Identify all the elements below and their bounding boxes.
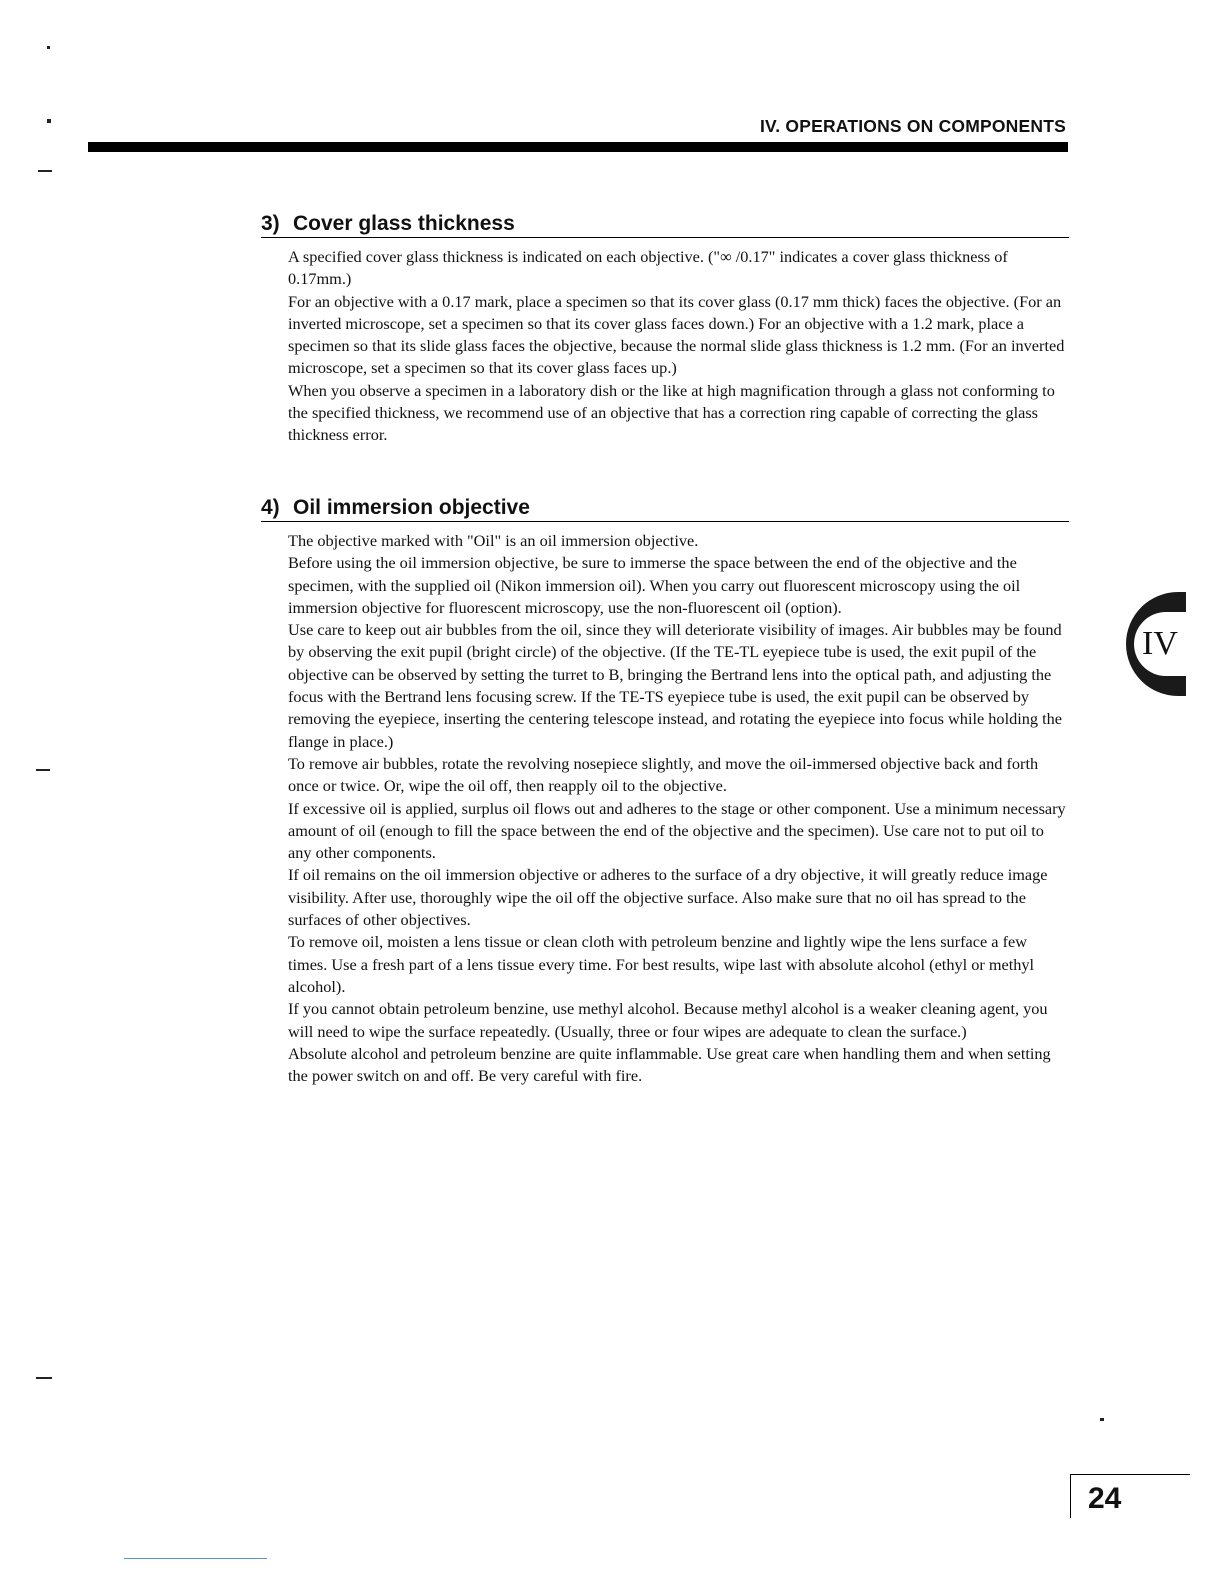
paragraph: Absolute alcohol and petroleum benzine are quite inflammable. Use great care when handling them and when setting the power switch on and off. Be very careful with fire. — [288, 1043, 1051, 1086]
page-number-rule-vertical — [1070, 1474, 1071, 1518]
paragraph: Before using the oil immersion objective, be sure to immerse the space between the end of the objective and the specimen, with the supplied oil (Nikon immersion oil). When you carry out fluorescent microscopy using the oil immersion objective for fluorescent microscopy, use the non-fluorescent oil (option). — [288, 553, 1021, 617]
section-heading — [261, 211, 1069, 238]
section-cover-glass — [261, 211, 1069, 447]
paragraph: A specified cover glass thickness is indicated on each objective. ("∞ /0.17" indicates a cover glass thickness of 0.17mm.) — [288, 247, 1008, 289]
scan-artifact-line — [124, 1558, 267, 1559]
chapter-tab-label: IV — [1134, 612, 1186, 676]
page-number: 24 — [1088, 1482, 1122, 1515]
section-heading — [261, 495, 1069, 522]
paragraph: If oil remains on the oil immersion objective or adheres to the surface of a dry objective, it will greatly reduce image visibility. After use, thoroughly wipe the oil off the objective surface. Also make sure that no oil has spread to the surfaces of other objectives. — [288, 865, 1048, 930]
paragraph: The objective marked with "Oil" is an oil immersion objective. — [288, 531, 699, 550]
scan-speck — [47, 119, 51, 123]
scan-speck — [38, 170, 52, 172]
paragraph: When you observe a specimen in a laboratory dish or the like at high magnification through a glass not conforming to the specified thickness, we recommend use of an objective that has a correction ring capable of correcting the glass thickness error. — [288, 380, 1055, 445]
paragraph: If you cannot obtain petroleum benzine, use methyl alcohol. Because methyl alcohol is a weaker cleaning agent, you will need to wipe the surface repeatedly. (Usually, three or four wipes are adequate to clean the surface.) — [288, 999, 1048, 1041]
section-body — [288, 246, 1069, 447]
header-rule — [88, 142, 1068, 152]
section-oil-immersion — [261, 495, 1069, 1087]
section-title: Cover glass thickness — [293, 212, 515, 235]
section-number: 3) — [261, 212, 280, 235]
paragraph: For an objective with a 0.17 mark, place a specimen so that its cover glass (0.17 mm thick) faces the objective. (For an inverted microscope, set a specimen so that its cover glass faces down.) For an objective with a 1.2 mark, place a specimen so that its slide glass faces the objective, because the normal slide glass thickness is 1.2 mm. (For an inverted microscope, set a specimen so that its cover glass faces up.) — [288, 291, 1065, 378]
scan-speck — [1100, 1418, 1104, 1421]
running-header: IV. OPERATIONS ON COMPONENTS — [759, 116, 1066, 136]
paragraph: Use care to keep out air bubbles from the oil, since they will deteriorate visibility of images. Air bubbles may be found by observing the exit pupil (bright circle) of the objective. (If the TE-TL eyepiece tube is used, the exit pupil of the objective can be observed by setting the turret to B, bringing the Bertrand lens into the optical path, and adjusting the focus with the Bertrand lens focusing screw. If the TE-TS eyepiece tube is used, the exit pupil can be observed by removing the eyepiece, inserting the centering telescope instead, and rotating the eyepiece into focus while holding the flange in place.) — [288, 620, 1062, 751]
paragraph: To remove oil, moisten a lens tissue or clean cloth with petroleum benzine and lightly wipe the lens surface a few times. Use a fresh part of a lens tissue every time. For best results, wipe last with absolute alcohol (ethyl or methyl alcohol). — [288, 932, 1035, 996]
scan-speck — [47, 46, 50, 49]
page-number-rule — [1070, 1474, 1190, 1475]
chapter-tab — [1126, 592, 1186, 696]
scan-speck — [36, 769, 50, 771]
scan-speck — [36, 1377, 52, 1379]
paragraph: To remove air bubbles, rotate the revolving nosepiece slightly, and move the oil-immersed objective back and forth once or twice. Or, wipe the oil off, then reapply oil to the objective. — [288, 753, 1039, 796]
section-number: 4) — [261, 496, 280, 519]
paragraph: If excessive oil is applied, surplus oil flows out and adheres to the stage or other component. Use a minimum necessary amount of oil (enough to fill the space between the end of the objective and the specimen). Use care not to put oil to any other components. — [288, 798, 1066, 863]
section-title: Oil immersion objective — [293, 496, 530, 519]
section-body — [288, 530, 1069, 1087]
